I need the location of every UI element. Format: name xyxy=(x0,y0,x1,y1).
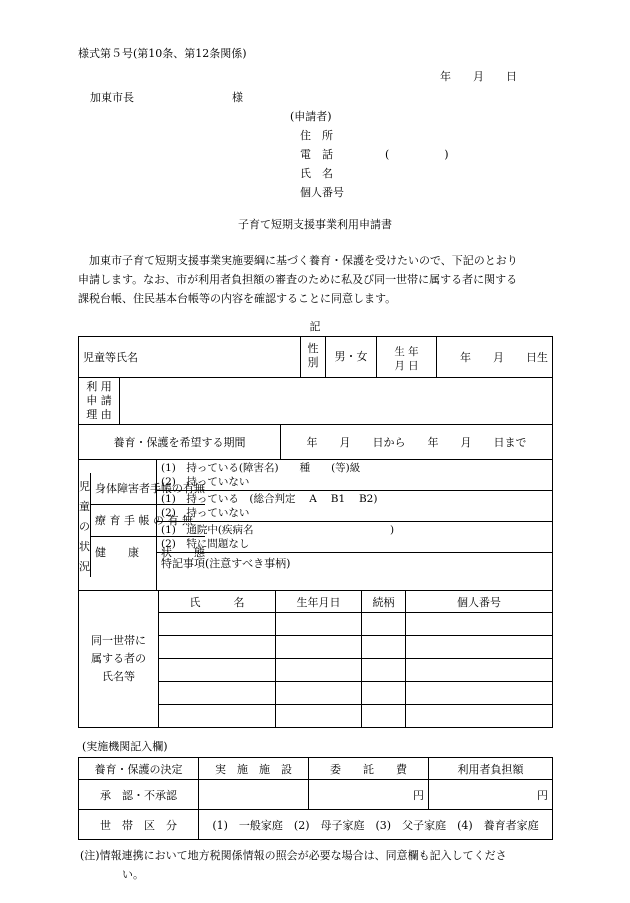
facility-field[interactable] xyxy=(199,780,309,810)
household-cell[interactable] xyxy=(362,636,406,659)
note-line-2: い。 xyxy=(122,868,144,881)
sex-value[interactable]: 男・女 xyxy=(334,350,368,363)
reason-row xyxy=(79,378,553,425)
applicant-name-label: 氏 名 xyxy=(300,167,333,180)
form-number: 様式第５号(第10条、第12条関係) xyxy=(78,47,247,60)
household-cell[interactable] xyxy=(362,682,406,705)
agency-col-decision: 養育・保護の決定 xyxy=(79,758,199,780)
child-name-label: 児童等氏名 xyxy=(79,337,157,378)
agency-col-burden: 利用者負担額 xyxy=(429,758,553,780)
note-line-1: (注)情報連携において地方税関係情報の照会が必要な場合は、同意欄も記入してくださ xyxy=(80,849,507,862)
disability-options[interactable]: (1) 持っている(障害名) 種 (等)級 (2) 持っていない xyxy=(157,460,553,491)
ryoiku-options[interactable]: (1) 持っている (総合判定 A B1 B2) (2) 持っていない xyxy=(157,491,553,522)
reason-label: 利 用 申 請 理 由 xyxy=(79,378,120,424)
page-title: 子育て短期支援事業利用申請書 xyxy=(238,218,392,231)
applicant-heading: (申請者) xyxy=(290,110,332,123)
household-cell[interactable] xyxy=(362,705,406,728)
health-label: 健 康 状 態 xyxy=(95,546,205,559)
reason-field[interactable] xyxy=(120,378,552,424)
applicant-phone-label: 電 話 xyxy=(300,148,333,161)
household-cell[interactable] xyxy=(276,705,362,728)
notes-field[interactable] xyxy=(157,553,553,591)
household-cell[interactable] xyxy=(276,636,362,659)
household-col-mynumber: 個人番号 xyxy=(406,591,553,613)
household-cell[interactable] xyxy=(406,682,553,705)
applicant-mynumber-label: 個人番号 xyxy=(300,186,344,199)
household-cell[interactable] xyxy=(406,705,553,728)
household-cell[interactable] xyxy=(159,659,276,682)
household-cell[interactable] xyxy=(159,636,276,659)
burden-field[interactable]: 円 xyxy=(429,780,553,810)
household-cell[interactable] xyxy=(362,659,406,682)
household-table xyxy=(78,590,553,728)
body-line-1: 加東市子育て短期支援事業実施要綱に基づく養育・保護を受けたいので、下記のとおり xyxy=(78,254,518,267)
status-block xyxy=(79,460,205,591)
dob-value[interactable]: 年 月 日生 xyxy=(437,337,553,378)
application-form-table xyxy=(78,336,553,591)
approve-field[interactable]: 承 認・不承認 xyxy=(79,780,199,810)
status-label: 児 童 の 状 況 xyxy=(79,473,91,577)
applicant-phone-paren: ( ) xyxy=(385,148,449,161)
household-col-relation: 続柄 xyxy=(362,591,406,613)
notes-label: 特記事項(注意すべき事柄) xyxy=(161,557,291,570)
household-cell[interactable] xyxy=(406,659,553,682)
addressee: 加東市長 xyxy=(90,91,134,104)
sex-cell xyxy=(301,337,377,378)
household-col-name: 氏 名 xyxy=(159,591,276,613)
household-cell[interactable] xyxy=(276,659,362,682)
household-cell[interactable] xyxy=(406,636,553,659)
household-cell[interactable] xyxy=(362,613,406,636)
agency-col-facility: 実 施 施 設 xyxy=(199,758,309,780)
ki-label: 記 xyxy=(309,320,321,333)
sex-label: 性 別 xyxy=(301,337,326,377)
applicant-address-label: 住 所 xyxy=(300,129,333,142)
ryoiku-label: 療 育 手 帳 の 有 無 xyxy=(91,505,205,537)
household-cell[interactable] xyxy=(159,705,276,728)
health-options[interactable]: (1) 通院中(疾病名 ) (2) 特に問題なし xyxy=(157,522,553,553)
household-class-label: 世 帯 区 分 xyxy=(79,810,199,840)
dob-label: 生 年 月 日 xyxy=(377,337,437,378)
period-value[interactable]: 年 月 日から 年 月 日まで xyxy=(281,425,553,460)
period-label: 養育・保護を希望する期間 xyxy=(79,425,281,460)
household-label: 同一世帯に 属する者の 氏名等 xyxy=(79,591,159,728)
fee-field[interactable]: 円 xyxy=(309,780,429,810)
date-line: 年 月 日 xyxy=(440,70,517,83)
household-cell[interactable] xyxy=(406,613,553,636)
agency-col-fee: 委 託 費 xyxy=(309,758,429,780)
household-cell[interactable] xyxy=(159,613,276,636)
household-col-dob: 生年月日 xyxy=(276,591,362,613)
household-cell[interactable] xyxy=(276,613,362,636)
body-line-3: 課税台帳、住民基本台帳等の内容を確認することに同意します。 xyxy=(78,292,397,305)
household-cell[interactable] xyxy=(276,682,362,705)
household-cell[interactable] xyxy=(159,682,276,705)
household-class-options[interactable]: (1) 一般家庭 (2) 母子家庭 (3) 父子家庭 (4) 養育者家庭 xyxy=(199,810,553,840)
body-line-2: 申請します。なお、市が利用者負担額の審査のために私及び同一世帯に属する者に関する xyxy=(78,273,518,286)
child-name-field[interactable] xyxy=(157,337,301,378)
addressee-sama: 様 xyxy=(232,91,243,104)
disability-label: 身体障害者手帳の有無 xyxy=(91,473,205,505)
agency-heading: (実施機関記入欄) xyxy=(82,740,168,753)
agency-table xyxy=(78,757,553,840)
